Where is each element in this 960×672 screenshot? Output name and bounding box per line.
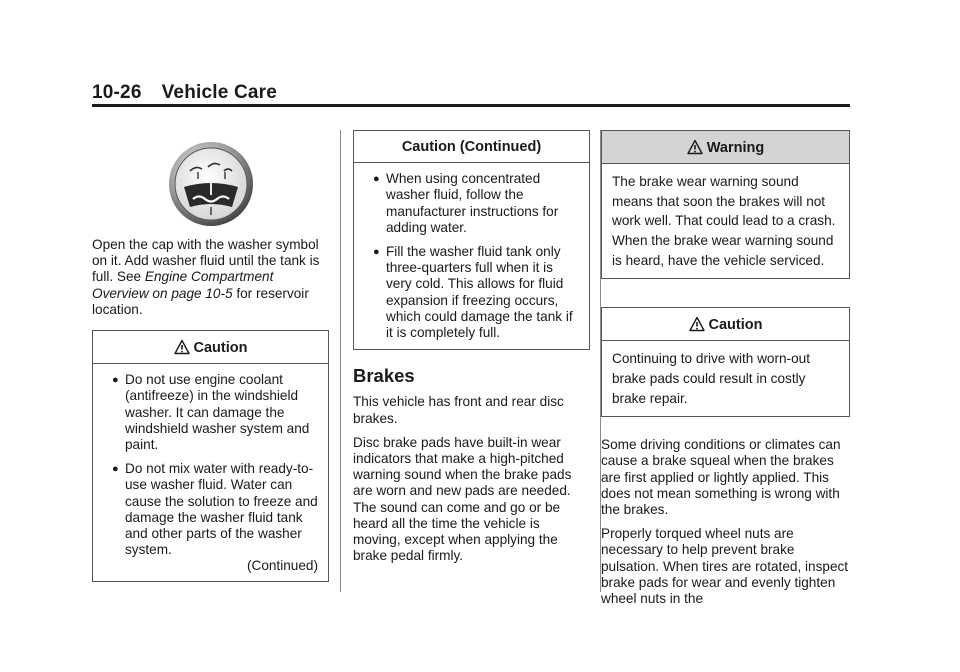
continued-label: (Continued)	[246, 558, 318, 574]
caution-header	[93, 331, 328, 364]
caution-header	[602, 308, 849, 341]
list-item	[364, 171, 579, 236]
warning-header	[602, 131, 849, 164]
list-item-text: Do not use engine coolant (antifreeze) in the windshield washer. It can damage the windshield washer system and paint.	[125, 372, 310, 453]
column-2	[353, 130, 590, 572]
list-item-text: Fill the washer fluid tank only three-quarters full when it is very cold. This allows for fluid expansion if freezing occurs, which could damage the tank if it is completely full.	[386, 244, 573, 341]
bullet-icon: ●	[373, 173, 380, 186]
bullet-icon: ●	[373, 246, 380, 259]
chapter-title: Vehicle Care	[161, 82, 278, 103]
caution-box-continued	[353, 130, 590, 350]
caution-title: Caution	[193, 340, 248, 357]
bullet-icon: ●	[112, 463, 119, 476]
icon-container	[92, 141, 329, 227]
list-item	[103, 372, 318, 453]
caution-body	[93, 364, 328, 580]
list-item	[364, 244, 579, 341]
column-3	[601, 130, 850, 615]
caution-continued-list	[364, 171, 579, 341]
instructions-text: Open the cap with the washer symbol on it. Add washer fluid until the tank is full. See	[92, 237, 320, 285]
header-title	[92, 82, 850, 104]
caution-box-1	[92, 330, 329, 582]
cross-reference-link[interactable]: Engine Compartment Overview on page 10-5	[92, 269, 274, 301]
caution-body	[602, 341, 849, 416]
warning-triangle-icon	[174, 339, 190, 355]
list-item	[103, 461, 318, 558]
caution-continued-body	[354, 163, 589, 349]
windshield-washer-fluid-icon	[168, 141, 254, 227]
list-item-text: Do not mix water with ready-to-use washer fluid. Water can cause the solution to freeze and damage the washer fluid tank and other parts of the washer system.	[125, 461, 318, 558]
warning-triangle-icon	[687, 139, 703, 155]
wheel-nuts-paragraph: Properly torqued wheel nuts are necessary to help prevent brake pulsation. When tires are rotated, inspect brake pads for wear and evenly tighten wheel nuts in the	[601, 526, 849, 606]
warning-title: Warning	[706, 140, 765, 156]
washer-instructions	[92, 237, 329, 318]
header-rule	[92, 104, 850, 107]
caution-continued-header: Caution (Continued)	[354, 131, 589, 163]
page-header	[92, 82, 850, 104]
brakes-intro: This vehicle has front and rear disc brakes.	[353, 394, 564, 426]
warning-text: The brake wear warning sound means that soon the brakes will not work well. That could lead to a crash. When the brake wear warning sound is heard, have the vehicle serviced.	[612, 174, 836, 268]
caution-title: Caution	[708, 317, 763, 334]
instructions-text-end: for reservoir location.	[92, 285, 309, 317]
page-number: 10-26	[92, 82, 142, 103]
list-item-text: When using concentrated washer fluid, follow the manufacturer instructions for adding water.	[386, 171, 559, 235]
bullet-icon: ●	[112, 374, 119, 387]
column-1	[92, 133, 329, 582]
brake-pads-description: Disc brake pads have built-in wear indicators that make a high-pitched warning sound when the brake pads are worn and new pads are needed. The sound can come and go or be heard all the time the vehicle is moving, except when applying the brake pedal firmly.	[353, 434, 572, 564]
caution-list	[103, 372, 318, 558]
column-divider-1	[340, 130, 341, 592]
warning-body	[602, 164, 849, 278]
brake-squeal-paragraph: Some driving conditions or climates can cause a brake squeal when the brakes are first applied or lightly applied. This does not mean something is wrong with the brakes.	[601, 437, 841, 517]
caution-box-2	[601, 307, 850, 417]
warning-box	[601, 130, 850, 279]
caution-text: Continuing to drive with worn-out brake pads could result in costly brake repair.	[612, 351, 810, 406]
section-heading-brakes: Brakes	[353, 365, 415, 387]
warning-triangle-icon	[689, 316, 705, 332]
